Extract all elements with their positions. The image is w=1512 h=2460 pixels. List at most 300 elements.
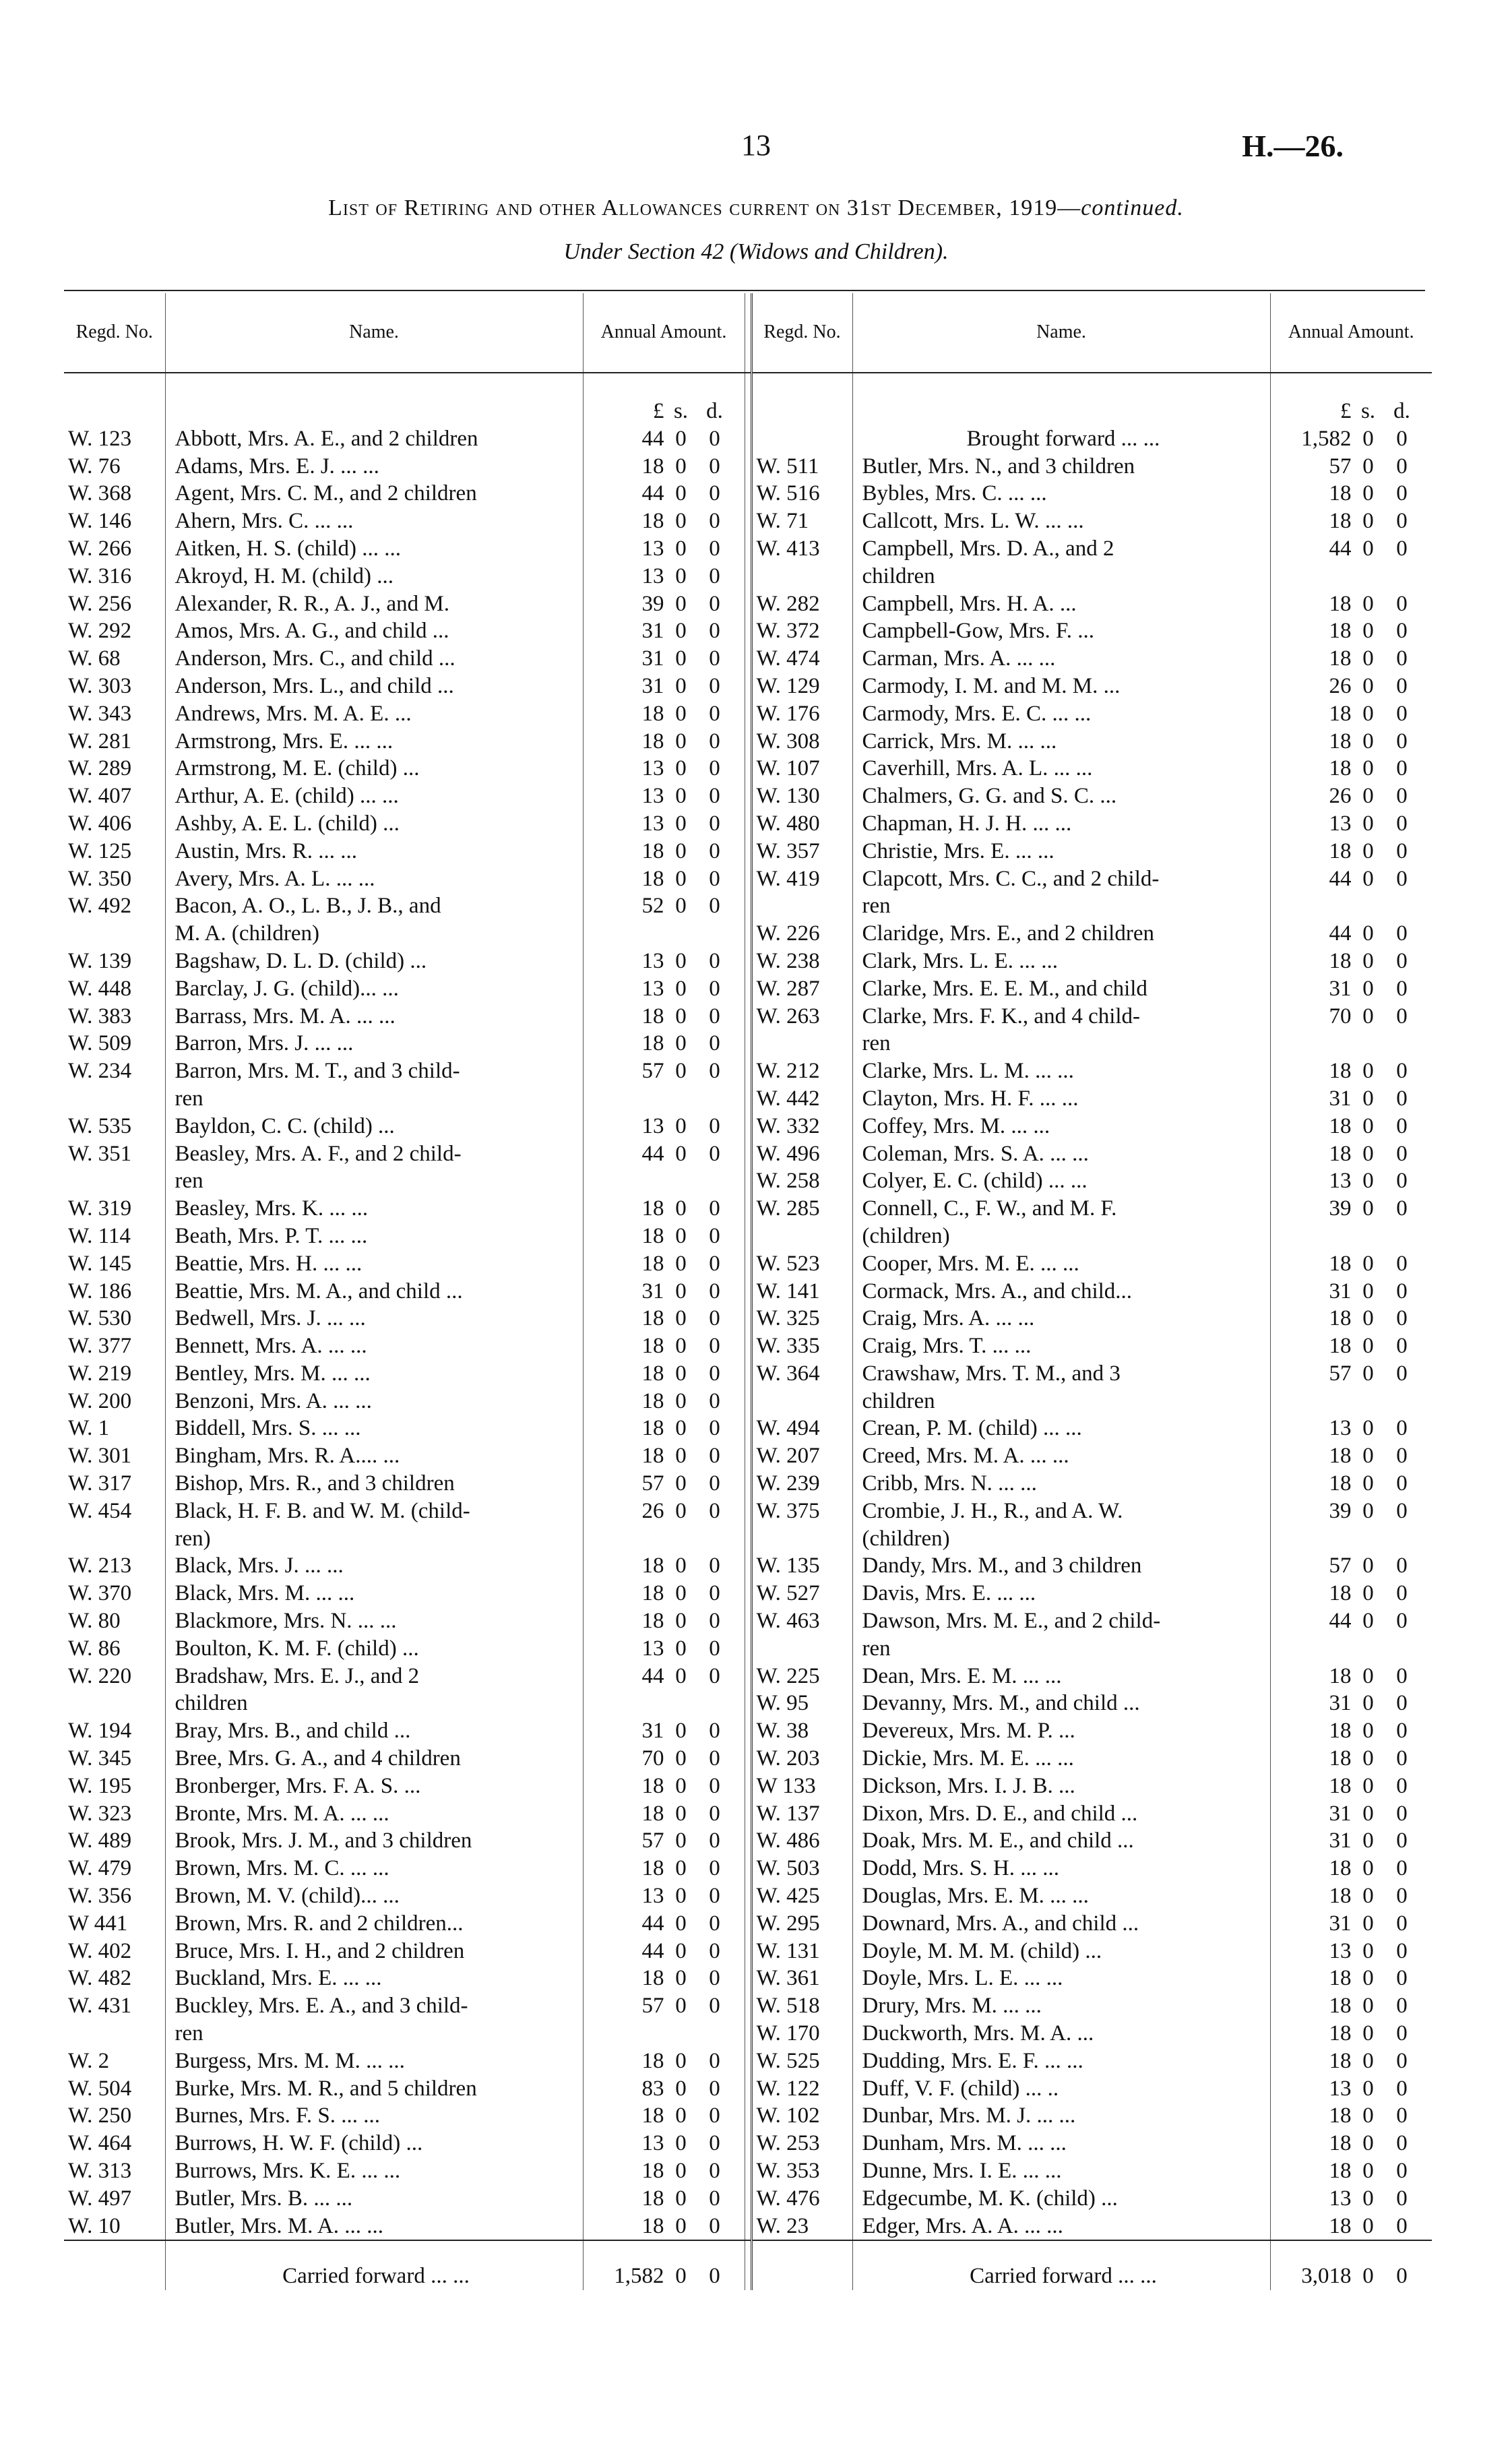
table-row — [64, 535, 1432, 563]
table-row — [64, 1938, 1432, 1965]
annual-amount: 83 0 0 — [641, 2076, 720, 2101]
allowee-name: Andrews, Mrs. M. A. E. ... — [165, 700, 583, 728]
annual-amount: 31 0 0 — [1329, 1828, 1408, 1853]
annual-amount: 18 0 0 — [1329, 1113, 1408, 1138]
allowee-name: Edgecumbe, M. K. (child) ... — [852, 2185, 1270, 2213]
table-row — [64, 1113, 1432, 1140]
regd-number: W 133 — [751, 1773, 852, 1800]
annual-amount: 70 0 0 — [641, 1746, 720, 1771]
regd-number — [751, 1030, 852, 1057]
regd-number: W. 356 — [64, 1882, 165, 1910]
annual-amount: 57 0 0 — [641, 1828, 720, 1853]
annual-amount: 44 0 0 — [641, 1938, 720, 1963]
allowee-name: Dickie, Mrs. M. E. ... ... — [852, 1745, 1270, 1773]
allowee-name: ren — [165, 2020, 583, 2048]
table-row — [64, 1882, 1432, 1910]
annual-amount: 13 0 0 — [1329, 2186, 1408, 2211]
annual-amount: 44 0 0 — [641, 426, 720, 451]
table-row — [64, 453, 1432, 481]
regd-number — [751, 425, 852, 453]
regd-number: W. 129 — [751, 673, 852, 700]
allowances-table — [64, 293, 1432, 2290]
allowee-name: Clarke, Mrs. E. E. M., and child — [852, 975, 1270, 1003]
allowee-name: Dickson, Mrs. I. J. B. ... — [852, 1773, 1270, 1800]
regd-number: W. 325 — [751, 1305, 852, 1332]
annual-amount: 44 0 0 — [641, 1141, 720, 1166]
table-row — [64, 1003, 1432, 1031]
allowee-name: ren — [165, 1167, 583, 1195]
annual-amount: 18 0 0 — [641, 1031, 720, 1056]
regd-number: W. 377 — [64, 1332, 165, 1360]
allowee-name: Brook, Mrs. J. M., and 3 children — [165, 1827, 583, 1855]
regd-number: W. 131 — [751, 1938, 852, 1965]
regd-number: W. 351 — [64, 1140, 165, 1168]
annual-amount: 18 0 0 — [1329, 1471, 1408, 1496]
regd-number: W. 480 — [751, 810, 852, 838]
annual-amount: 18 0 0 — [641, 1554, 720, 1578]
annual-amount: 18 0 0 — [641, 509, 720, 534]
allowee-name: Bishop, Mrs. R., and 3 children — [165, 1470, 583, 1498]
allowee-name: Bentley, Mrs. M. ... ... — [165, 1360, 583, 1388]
regd-number: W. 263 — [751, 1003, 852, 1031]
annual-amount: 13 0 0 — [641, 976, 720, 1001]
regd-number: W. 413 — [751, 535, 852, 563]
allowee-name: Burrows, H. W. F. (child) ... — [165, 2130, 583, 2157]
allowee-name: Coffey, Mrs. M. ... ... — [852, 1113, 1270, 1140]
regd-number: W. 496 — [751, 1140, 852, 1168]
table-row — [64, 425, 1432, 453]
regd-number: W. 200 — [64, 1388, 165, 1415]
pence-unit: d. — [1393, 399, 1410, 423]
allowee-name: Akroyd, H. M. (child) ... — [165, 563, 583, 590]
pounds-unit: £ — [653, 399, 664, 423]
annual-amount: 31 0 0 — [1329, 1911, 1408, 1936]
regd-number: W 441 — [64, 1910, 165, 1938]
allowee-name: Dunne, Mrs. I. E. ... ... — [852, 2157, 1270, 2185]
regd-number: W. 364 — [751, 1360, 852, 1388]
table-row — [64, 838, 1432, 865]
annual-amount: 18 0 0 — [1329, 1141, 1408, 1166]
regd-number: W. 497 — [64, 2185, 165, 2213]
annual-amount: 18 0 0 — [641, 2048, 720, 2073]
annual-amount: 13 0 0 — [641, 2131, 720, 2156]
regd-number: W. 523 — [751, 1250, 852, 1278]
table-row — [64, 1855, 1432, 1882]
allowee-name: Bybles, Mrs. C. ... ... — [852, 480, 1270, 508]
regd-number: W. 419 — [751, 865, 852, 893]
annual-amount: 13 0 0 — [641, 784, 720, 809]
allowee-name: Bronte, Mrs. M. A. ... ... — [165, 1800, 583, 1828]
regd-number: W. 122 — [751, 2075, 852, 2103]
annual-amount: 18 0 0 — [641, 1444, 720, 1469]
regd-number: W. 479 — [64, 1855, 165, 1882]
regd-number: W. 527 — [751, 1580, 852, 1607]
allowee-name: Dodd, Mrs. S. H. ... ... — [852, 1855, 1270, 1882]
allowee-name: Doak, Mrs. M. E., and child ... — [852, 1827, 1270, 1855]
table-row — [64, 2213, 1432, 2241]
regd-number: W. 323 — [64, 1800, 165, 1828]
regd-number: W. 504 — [64, 2075, 165, 2103]
annual-amount: 18 0 0 — [1329, 2159, 1408, 2183]
regd-number: W. 474 — [751, 645, 852, 673]
table-row — [64, 1635, 1432, 1663]
allowee-name: Armstrong, Mrs. E. ... ... — [165, 728, 583, 756]
regd-number — [751, 1223, 852, 1250]
regd-number: W. 281 — [64, 728, 165, 756]
regd-number: W. 76 — [64, 453, 165, 481]
regd-number: W. 289 — [64, 755, 165, 782]
allowee-name: Connell, C., F. W., and M. F. — [852, 1195, 1270, 1223]
regd-number: W. 114 — [64, 1223, 165, 1250]
allowee-name: Burgess, Mrs. M. M. ... ... — [165, 2048, 583, 2075]
annual-amount: 31 0 0 — [641, 673, 720, 698]
regd-number: W. 186 — [64, 1278, 165, 1305]
allowee-name: Barron, Mrs. J. ... ... — [165, 1030, 583, 1057]
regd-number: W. 343 — [64, 700, 165, 728]
annual-amount: 18 0 0 — [1329, 1966, 1408, 1991]
table-row — [64, 755, 1432, 782]
allowee-name: ren — [852, 892, 1270, 920]
regd-number: W. 345 — [64, 1745, 165, 1773]
allowee-name: Craig, Mrs. T. ... ... — [852, 1332, 1270, 1360]
regd-number: W. 207 — [751, 1442, 852, 1470]
allowee-name: Bedwell, Mrs. J. ... ... — [165, 1305, 583, 1332]
table-header — [64, 293, 1432, 373]
allowee-name: Doyle, M. M. M. (child) ... — [852, 1938, 1270, 1965]
table-row — [64, 1140, 1432, 1168]
annual-amount: 18 0 0 — [1329, 1994, 1408, 2019]
allowee-name: Craig, Mrs. A. ... ... — [852, 1305, 1270, 1332]
allowee-name: Boulton, K. M. F. (child) ... — [165, 1635, 583, 1663]
allowee-name: Alexander, R. R., A. J., and M. — [165, 590, 583, 618]
annual-amount: 57 0 0 — [641, 1994, 720, 2019]
table-row — [64, 1360, 1432, 1388]
regd-number: W. 303 — [64, 673, 165, 700]
allowee-name: Crombie, J. H., R., and A. W. — [852, 1498, 1270, 1525]
carried-forward-amount-right: 3,018 0 0 — [1301, 2264, 1408, 2289]
regd-number: W. 319 — [64, 1195, 165, 1223]
allowee-name: Clarke, Mrs. L. M. ... ... — [852, 1057, 1270, 1085]
annual-amount: 18 0 0 — [641, 1251, 720, 1276]
allowee-name: Dixon, Mrs. D. E., and child ... — [852, 1800, 1270, 1828]
annual-amount: 18 0 0 — [1329, 948, 1408, 973]
allowee-name: Devereux, Mrs. M. P. ... — [852, 1717, 1270, 1745]
regd-number: W. 301 — [64, 1442, 165, 1470]
allowee-name: Cormack, Mrs. A., and child... — [852, 1278, 1270, 1305]
allowee-name: Creed, Mrs. M. A. ... ... — [852, 1442, 1270, 1470]
regd-number: W. 295 — [751, 1910, 852, 1938]
table-row — [64, 892, 1432, 920]
annual-amount: 18 0 0 — [641, 1581, 720, 1606]
allowee-name: Barron, Mrs. M. T., and 3 child- — [165, 1057, 583, 1085]
annual-amount: 26 0 0 — [1329, 784, 1408, 809]
regd-number: W. 494 — [751, 1415, 852, 1442]
allowee-name: Campbell, Mrs. H. A. ... — [852, 590, 1270, 618]
allowee-name: Drury, Mrs. M. ... ... — [852, 1992, 1270, 2020]
annual-amount: 18 0 0 — [1329, 646, 1408, 671]
annual-amount: 18 0 0 — [1329, 1444, 1408, 1469]
name-header-left: Name. — [165, 293, 583, 373]
allowee-name: Austin, Mrs. R. ... ... — [165, 838, 583, 865]
allowee-name: Butler, Mrs. B. ... ... — [165, 2185, 583, 2213]
table-row — [64, 948, 1432, 975]
regd-number: W. 350 — [64, 865, 165, 893]
regd-number: W. 361 — [751, 1965, 852, 1992]
amount-header-right: Annual Amount. — [1270, 293, 1432, 373]
annual-amount: 13 0 0 — [1329, 1416, 1408, 1441]
allowee-name: Clarke, Mrs. F. K., and 4 child- — [852, 1003, 1270, 1031]
table-row — [64, 1085, 1432, 1113]
regd-number: W. 10 — [64, 2213, 165, 2241]
allowee-name: Barrass, Mrs. M. A. ... ... — [165, 1003, 583, 1031]
annual-amount: 18 0 0 — [1329, 2213, 1408, 2238]
allowee-name: Caverhill, Mrs. A. L. ... ... — [852, 755, 1270, 782]
table-row — [64, 1992, 1432, 2020]
allowee-name: Dandy, Mrs. M., and 3 children — [852, 1552, 1270, 1580]
allowee-name: Bruce, Mrs. I. H., and 2 children — [165, 1938, 583, 1965]
table-row — [64, 1690, 1432, 1717]
regd-number: W. 80 — [64, 1607, 165, 1635]
page-header — [0, 128, 1512, 175]
annual-amount: 18 0 0 — [641, 1223, 720, 1248]
annual-amount: 18 0 0 — [1329, 701, 1408, 726]
regd-number: W. 317 — [64, 1470, 165, 1498]
regd-number — [64, 1167, 165, 1195]
allowee-name: Carrick, Mrs. M. ... ... — [852, 728, 1270, 756]
annual-amount: 18 0 0 — [1329, 619, 1408, 644]
annual-amount: 18 0 0 — [641, 838, 720, 863]
regd-number: W. 213 — [64, 1552, 165, 1580]
annual-amount: 18 0 0 — [1329, 1251, 1408, 1276]
allowee-name: children — [165, 1690, 583, 1717]
regd-number — [64, 1525, 165, 1553]
allowee-name: Dunham, Mrs. M. ... ... — [852, 2130, 1270, 2157]
annual-amount: 31 0 0 — [1329, 976, 1408, 1001]
allowee-name: Cooper, Mrs. M. E. ... ... — [852, 1250, 1270, 1278]
regd-number: W. 357 — [751, 838, 852, 865]
table-row — [64, 563, 1432, 590]
name-header-right: Name. — [852, 293, 1270, 373]
regd-number: W. 68 — [64, 645, 165, 673]
allowee-name: Doyle, Mrs. L. E. ... ... — [852, 1965, 1270, 1992]
annual-amount: 44 0 0 — [641, 481, 720, 506]
regd-number: W. 313 — [64, 2157, 165, 2185]
annual-amount: 18 0 0 — [1329, 2103, 1408, 2128]
allowee-name: ren) — [165, 1525, 583, 1553]
annual-amount: 18 0 0 — [641, 1334, 720, 1359]
annual-amount: 13 0 0 — [641, 811, 720, 836]
allowee-name: Blackmore, Mrs. N. ... ... — [165, 1607, 583, 1635]
regd-number: W. 145 — [64, 1250, 165, 1278]
annual-amount: 18 0 0 — [641, 1306, 720, 1331]
regd-number: W. 454 — [64, 1498, 165, 1525]
regd-number: W. 335 — [751, 1332, 852, 1360]
page-subtitle: Under Section 42 (Widows and Children). — [563, 239, 949, 264]
table-row — [64, 728, 1432, 756]
regd-number — [751, 563, 852, 590]
regd-number — [64, 1085, 165, 1113]
allowee-name: Black, Mrs. M. ... ... — [165, 1580, 583, 1607]
allowee-name: Brown, Mrs. R. and 2 children... — [165, 1910, 583, 1938]
table-row — [64, 975, 1432, 1003]
annual-amount: 18 0 0 — [1329, 1856, 1408, 1881]
allowee-name: Coleman, Mrs. S. A. ... ... — [852, 1140, 1270, 1168]
allowee-name: Edger, Mrs. A. A. ... ... — [852, 2213, 1270, 2241]
allowee-name: Devanny, Mrs. M., and child ... — [852, 1690, 1270, 1717]
annual-amount: 18 0 0 — [641, 1609, 720, 1634]
column-divider — [745, 293, 751, 373]
allowee-name: Burrows, Mrs. K. E. ... ... — [165, 2157, 583, 2185]
regd-number: W. 1 — [64, 1415, 165, 1442]
regd-number: W. 368 — [64, 480, 165, 508]
annual-amount: 18 0 0 — [1329, 756, 1408, 781]
allowee-name: (children) — [852, 1223, 1270, 1250]
annual-amount: 18 0 0 — [641, 1416, 720, 1441]
regd-number: W. 406 — [64, 810, 165, 838]
annual-amount: 44 0 0 — [1329, 1609, 1408, 1634]
annual-amount: 18 0 0 — [1329, 1059, 1408, 1084]
regd-number: W. 530 — [64, 1305, 165, 1332]
allowee-name: Dudding, Mrs. E. F. ... ... — [852, 2048, 1270, 2075]
table-row — [64, 1745, 1432, 1773]
allowee-name: Bennett, Mrs. A. ... ... — [165, 1332, 583, 1360]
table-row — [64, 1195, 1432, 1223]
carried-forward-amount-left: 1,582 0 0 — [614, 2264, 720, 2289]
annual-amount: 18 0 0 — [641, 1004, 720, 1028]
regd-number: W. 431 — [64, 1992, 165, 2020]
regd-number: W. 253 — [751, 2130, 852, 2157]
top-rule — [64, 290, 1425, 291]
allowee-name: Butler, Mrs. M. A. ... ... — [165, 2213, 583, 2241]
regd-number: W. 225 — [751, 1663, 852, 1690]
regd-number: W. 123 — [64, 425, 165, 453]
allowee-name: Brown, M. V. (child)... ... — [165, 1882, 583, 1910]
regd-number: W. 316 — [64, 563, 165, 590]
allowee-name: ren — [852, 1030, 1270, 1057]
table-row — [64, 617, 1432, 645]
table-row — [64, 2020, 1432, 2048]
annual-amount: 18 0 0 — [641, 729, 720, 754]
allowee-name: Buckland, Mrs. E. ... ... — [165, 1965, 583, 1992]
regd-number: W. 86 — [64, 1635, 165, 1663]
regd-number: W. 282 — [751, 590, 852, 618]
allowee-name: Agent, Mrs. C. M., and 2 children — [165, 480, 583, 508]
annual-amount: 26 0 0 — [1329, 673, 1408, 698]
annual-amount: 31 0 0 — [641, 646, 720, 671]
annual-amount: 13 0 0 — [641, 536, 720, 561]
regd-number: W. 425 — [751, 1882, 852, 1910]
regd-number: W. 375 — [751, 1498, 852, 1525]
allowee-name: Cribb, Mrs. N. ... ... — [852, 1470, 1270, 1498]
table-row — [64, 590, 1432, 618]
allowee-name: Bagshaw, D. L. D. (child) ... — [165, 948, 583, 975]
table-row — [64, 1580, 1432, 1607]
allowee-name: Bradshaw, Mrs. E. J., and 2 — [165, 1663, 583, 1690]
annual-amount: 31 0 0 — [1329, 1279, 1408, 1303]
annual-amount: 26 0 0 — [641, 1498, 720, 1523]
amount-header-left: Annual Amount. — [583, 293, 745, 373]
annual-amount: 44 0 0 — [641, 1663, 720, 1688]
annual-amount: 31 0 0 — [641, 1719, 720, 1744]
annual-amount: 18 0 0 — [1329, 1773, 1408, 1798]
table-row — [64, 1717, 1432, 1745]
table-row — [64, 1223, 1432, 1250]
regd-number: W. 509 — [64, 1030, 165, 1057]
regd-number: W. 194 — [64, 1717, 165, 1745]
annual-amount: 13 0 0 — [1329, 811, 1408, 836]
allowee-name: Ashby, A. E. L. (child) ... — [165, 810, 583, 838]
allowee-name: Clark, Mrs. L. E. ... ... — [852, 948, 1270, 975]
regd-number: W. 266 — [64, 535, 165, 563]
allowee-name: Duff, V. F. (child) ... .. — [852, 2075, 1270, 2103]
allowee-name: Christie, Mrs. E. ... ... — [852, 838, 1270, 865]
allowee-name: Black, Mrs. J. ... ... — [165, 1552, 583, 1580]
table-row — [64, 508, 1432, 535]
regd-number: W. 139 — [64, 948, 165, 975]
annual-amount: 13 0 0 — [641, 563, 720, 588]
annual-amount: 18 0 0 — [1329, 1719, 1408, 1744]
allowee-name: children — [852, 563, 1270, 590]
annual-amount: 39 0 0 — [641, 591, 720, 616]
allowee-name: Black, H. F. B. and W. M. (child- — [165, 1498, 583, 1525]
annual-amount: 13 0 0 — [1329, 1938, 1408, 1963]
annual-amount: 18 0 0 — [1329, 1581, 1408, 1606]
table-row — [64, 673, 1432, 700]
annual-amount: 18 0 0 — [1329, 2131, 1408, 2156]
table-row — [64, 1965, 1432, 1992]
allowee-name: Adams, Mrs. E. J. ... ... — [165, 453, 583, 481]
annual-amount: 18 0 0 — [641, 1388, 720, 1413]
allowee-name: Beasley, Mrs. A. F., and 2 child- — [165, 1140, 583, 1168]
regd-number: W. 239 — [751, 1470, 852, 1498]
regd-number: W. 130 — [751, 782, 852, 810]
regd-number: W. 383 — [64, 1003, 165, 1031]
page-number: 13 — [741, 129, 771, 162]
regd-number — [751, 1635, 852, 1663]
allowee-name: Chalmers, G. G. and S. C. ... — [852, 782, 1270, 810]
allowee-name: ren — [852, 1635, 1270, 1663]
allowee-name: Bray, Mrs. B., and child ... — [165, 1717, 583, 1745]
regd-number: W. 220 — [64, 1663, 165, 1690]
regd-number: W. 23 — [751, 2213, 852, 2241]
annual-amount: 44 0 0 — [1329, 921, 1408, 946]
regd-number: W. 463 — [751, 1607, 852, 1635]
annual-amount: 18 0 0 — [1329, 509, 1408, 534]
regd-number: W. 287 — [751, 975, 852, 1003]
allowee-name: Chapman, H. J. H. ... ... — [852, 810, 1270, 838]
allowee-name: Armstrong, M. E. (child) ... — [165, 755, 583, 782]
annual-amount: 18 0 0 — [641, 2103, 720, 2128]
allowances-table-wrap — [64, 293, 1425, 2290]
allowee-name: Ahern, Mrs. C. ... ... — [165, 508, 583, 535]
allowee-name: Beattie, Mrs. M. A., and child ... — [165, 1278, 583, 1305]
annual-amount: 18 0 0 — [1329, 481, 1408, 506]
annual-amount: 57 0 0 — [1329, 1554, 1408, 1578]
annual-amount: 18 0 0 — [1329, 2048, 1408, 2073]
regd-number: W. 212 — [751, 1057, 852, 1085]
allowee-name: Bayldon, C. C. (child) ... — [165, 1113, 583, 1140]
annual-amount: 18 0 0 — [1329, 591, 1408, 616]
regd-number: W. 448 — [64, 975, 165, 1003]
annual-amount: 57 0 0 — [641, 1059, 720, 1084]
annual-amount: 13 0 0 — [641, 756, 720, 781]
regd-number — [64, 2020, 165, 2048]
annual-amount: 18 0 0 — [641, 701, 720, 726]
pence-unit: d. — [706, 399, 723, 423]
allowee-name: (children) — [852, 1525, 1270, 1553]
allowee-name: Benzoni, Mrs. A. ... ... — [165, 1388, 583, 1415]
units-row — [64, 373, 1432, 425]
